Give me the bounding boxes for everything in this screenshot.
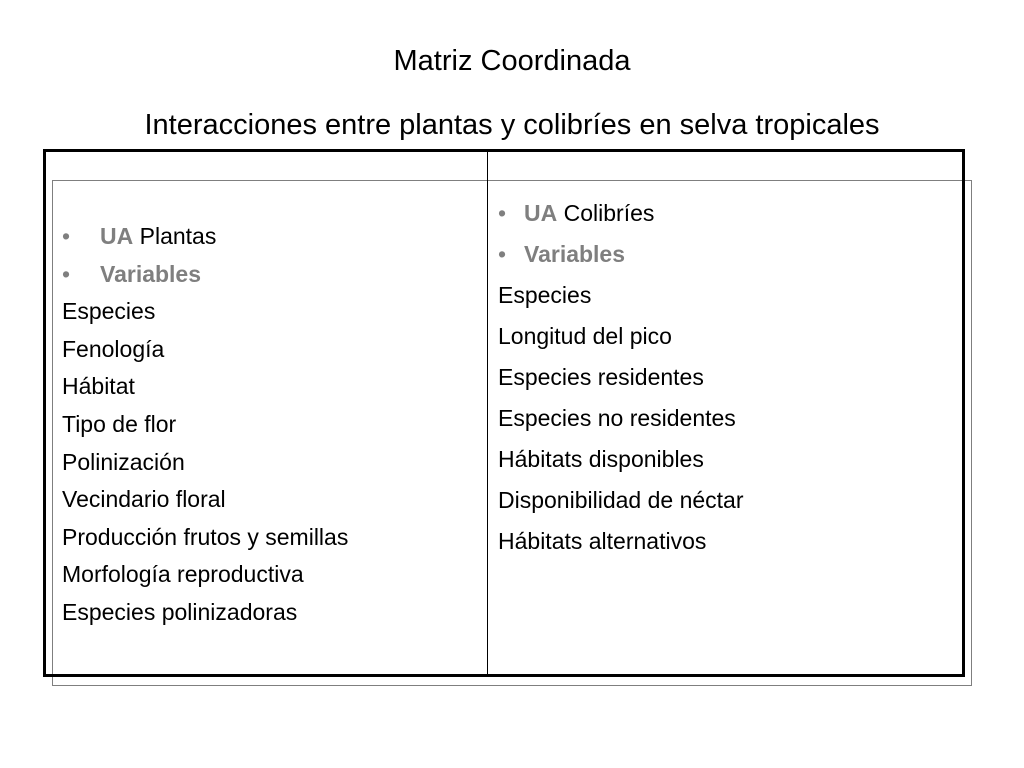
plants-column <box>62 218 348 632</box>
hummingbirds-column <box>498 193 744 562</box>
variables-heading-line <box>62 256 348 294</box>
column-divider <box>487 150 488 676</box>
variable-item: Vecindario floral <box>62 486 226 513</box>
variable-item: Polinización <box>62 448 185 475</box>
ua-value: Plantas <box>133 223 217 249</box>
ua-value: Colibríes <box>557 200 655 226</box>
variable-item: Morfología reproductiva <box>62 561 304 588</box>
variable-item: Hábitat <box>62 373 135 400</box>
ua-label: UA <box>100 223 134 249</box>
variable-item: Fenología <box>62 335 165 362</box>
ua-hummingbirds-line <box>498 193 744 234</box>
variable-item: Especies <box>498 282 592 308</box>
variables-label: Variables <box>524 241 626 267</box>
variable-item: Especies no residentes <box>498 405 736 431</box>
variable-item: Especies <box>62 298 156 325</box>
bullet-icon: • <box>498 200 507 226</box>
variable-item: Tipo de flor <box>62 410 177 437</box>
variable-item: Producción frutos y semillas <box>62 523 349 550</box>
variable-item: Especies polinizadoras <box>62 598 298 625</box>
variable-item: Especies residentes <box>498 364 704 390</box>
page-title: Matriz Coordinada <box>393 45 631 77</box>
bullet-icon: • <box>62 223 71 249</box>
variables-label: Variables <box>100 260 202 287</box>
variable-item: Hábitats disponibles <box>498 446 704 472</box>
variable-item: Hábitats alternativos <box>498 528 707 554</box>
page-subtitle: Interacciones entre plantas y colibríes en selva tropicales <box>144 109 880 141</box>
bullet-icon: • <box>62 260 71 287</box>
ua-label: UA <box>524 200 558 226</box>
variable-item: Disponibilidad de néctar <box>498 487 744 513</box>
ua-plants-line <box>62 218 348 256</box>
bullet-icon: • <box>498 241 507 267</box>
variable-item: Longitud del pico <box>498 323 672 349</box>
variables-heading-line <box>498 234 744 275</box>
